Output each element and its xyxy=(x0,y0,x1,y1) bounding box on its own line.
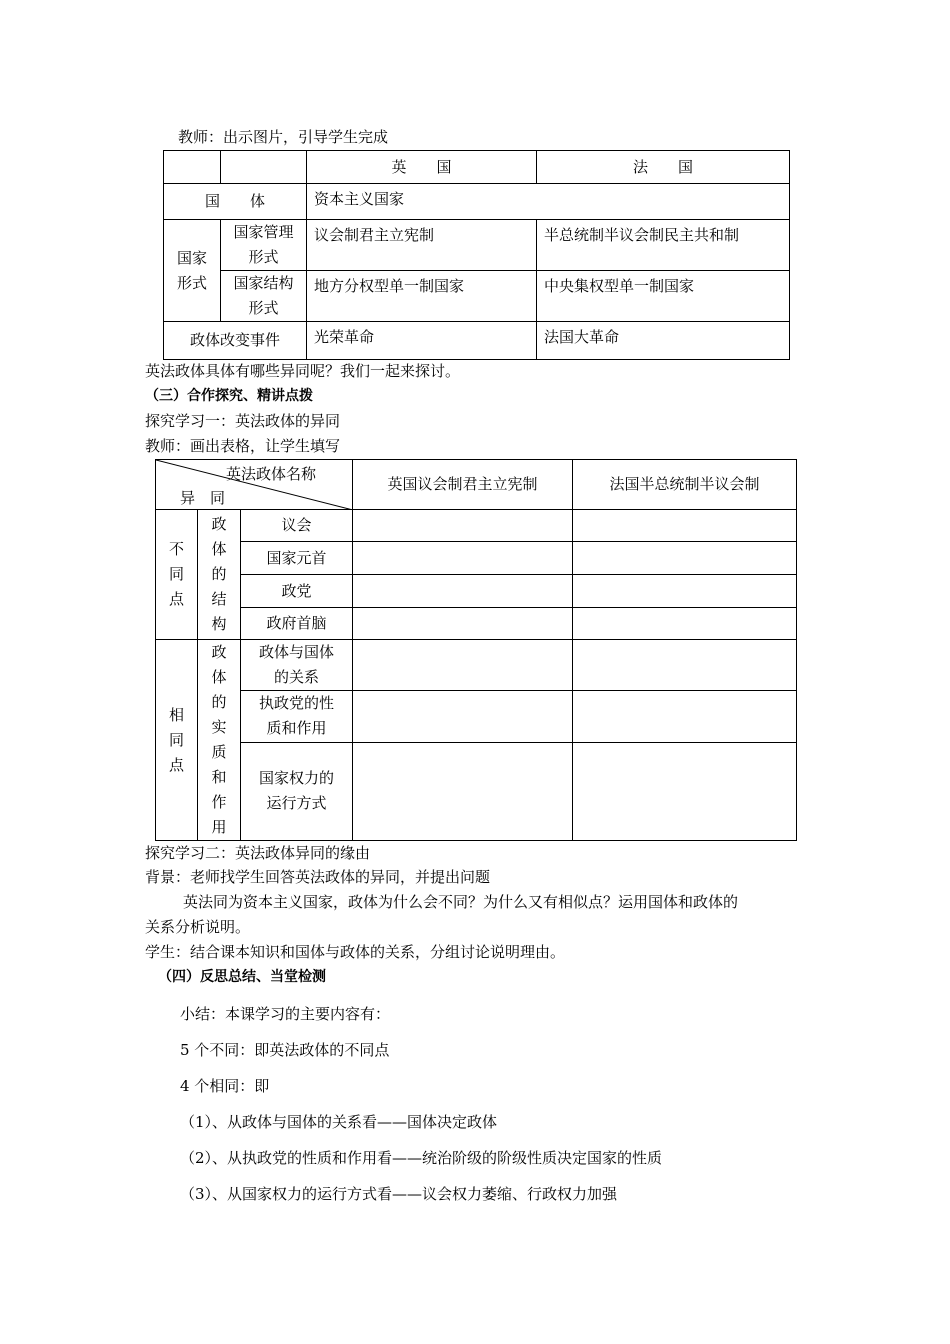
col-fr: 法国半总统制半议会制 xyxy=(573,460,797,510)
fr-event: 法国大革命 xyxy=(537,322,790,360)
event-label: 政体改变事件 xyxy=(164,322,307,360)
diag-bottom-label: 异 同 xyxy=(180,489,226,507)
uk-structure: 地方分权型单一制国家 xyxy=(307,271,537,322)
fill-cell[interactable] xyxy=(353,640,573,691)
fill-cell[interactable] xyxy=(573,640,797,691)
fill-cell[interactable] xyxy=(353,542,573,575)
point-2: （2）、从执政党的性质和作用看——统治阶级的阶级性质决定国家的性质 xyxy=(180,1149,663,1167)
section-3-title: （三）合作探究、精讲点拨 xyxy=(145,388,313,404)
diag-top-label: 英法政体名称 xyxy=(226,465,317,483)
point-1: （1）、从政体与国体的关系看——国体决定政体 xyxy=(180,1113,498,1131)
fill-cell[interactable] xyxy=(573,542,797,575)
comparison-table-2 xyxy=(155,459,797,841)
fill-cell[interactable] xyxy=(573,742,797,841)
question-paragraph-1: 英法同为资本主义国家，政体为什么会不同？为什么又有相似点？运用国体和政体的 xyxy=(183,893,739,911)
comparison-table-1 xyxy=(163,150,790,360)
fill-cell[interactable] xyxy=(353,608,573,640)
diff-item-parliament: 议会 xyxy=(241,510,353,542)
same-item-ruling-party: 执政党的性 质和作用 xyxy=(241,691,353,742)
background-line: 背景：老师找学生回答英法政体的异同，并提出问题 xyxy=(145,868,491,886)
diff-item-head-of-state: 国家元首 xyxy=(241,542,353,575)
explore-2-title: 探究学习二：英法政体异同的缘由 xyxy=(145,844,371,862)
diff-item-head-of-government: 政府首脑 xyxy=(241,608,353,640)
row-label-management: 国家管理 形式 xyxy=(221,220,307,271)
fill-cell[interactable] xyxy=(353,510,573,542)
summary-intro: 小结：本课学习的主要内容有： xyxy=(180,1005,391,1023)
empty-cell xyxy=(164,151,221,184)
fill-cell[interactable] xyxy=(573,510,797,542)
col-uk: 英国议会制君主立宪制 xyxy=(353,460,573,510)
fr-structure: 中央集权型单一制国家 xyxy=(537,271,790,322)
question-paragraph-2: 关系分析说明。 xyxy=(145,918,251,936)
five-differences: 5 个不同：即英法政体的不同点 xyxy=(180,1041,390,1059)
fill-cell[interactable] xyxy=(353,742,573,841)
intro-line: 教师：出示图片，引导学生完成 xyxy=(178,128,389,146)
uk-event: 光荣革命 xyxy=(307,322,537,360)
header-uk: 英 国 xyxy=(307,151,537,184)
row-label-structure: 国家结构 形式 xyxy=(221,271,307,322)
diff-sub-label: 政 体 的 结 构 xyxy=(198,510,241,640)
student-line: 学生：结合课本知识和国体与政体的关系，分组讨论说明理由。 xyxy=(145,943,566,961)
fr-management: 半总统制半议会制民主共和制 xyxy=(537,220,790,271)
diagonal-header-cell xyxy=(156,460,353,510)
fill-cell[interactable] xyxy=(353,575,573,608)
same-item-power-operation: 国家权力的 运行方式 xyxy=(241,742,353,841)
same-sub-label: 政 体 的 实 质 和 作 用 xyxy=(198,640,241,841)
empty-cell xyxy=(221,151,307,184)
uk-management: 议会制君主立宪制 xyxy=(307,220,537,271)
diff-label: 不 同 点 xyxy=(156,510,198,640)
explore-1-title: 探究学习一：英法政体的异同 xyxy=(145,412,341,430)
fill-cell[interactable] xyxy=(573,575,797,608)
fill-cell[interactable] xyxy=(353,691,573,742)
explore-1-teacher: 教师：画出表格，让学生填写 xyxy=(145,437,341,455)
guoti-value: 资本主义国家 xyxy=(307,184,790,220)
four-similarities: 4 个相同：即 xyxy=(180,1077,270,1095)
same-item-regime-state: 政体与国体 的关系 xyxy=(241,640,353,691)
diff-item-party: 政党 xyxy=(241,575,353,608)
fill-cell[interactable] xyxy=(573,608,797,640)
fill-cell[interactable] xyxy=(573,691,797,742)
question-line: 英法政体具体有哪些异同呢？我们一起来探讨。 xyxy=(145,362,461,380)
guoti-label: 国 体 xyxy=(164,184,307,220)
section-4-title: （四）反思总结、当堂检测 xyxy=(158,969,326,985)
same-label: 相 同 点 xyxy=(156,640,198,841)
point-3: （3）、从国家权力的运行方式看——议会权力萎缩、行政权力加强 xyxy=(180,1185,618,1203)
guojia-xingshi-label: 国家 形式 xyxy=(164,220,221,322)
header-fr: 法 国 xyxy=(537,151,790,184)
